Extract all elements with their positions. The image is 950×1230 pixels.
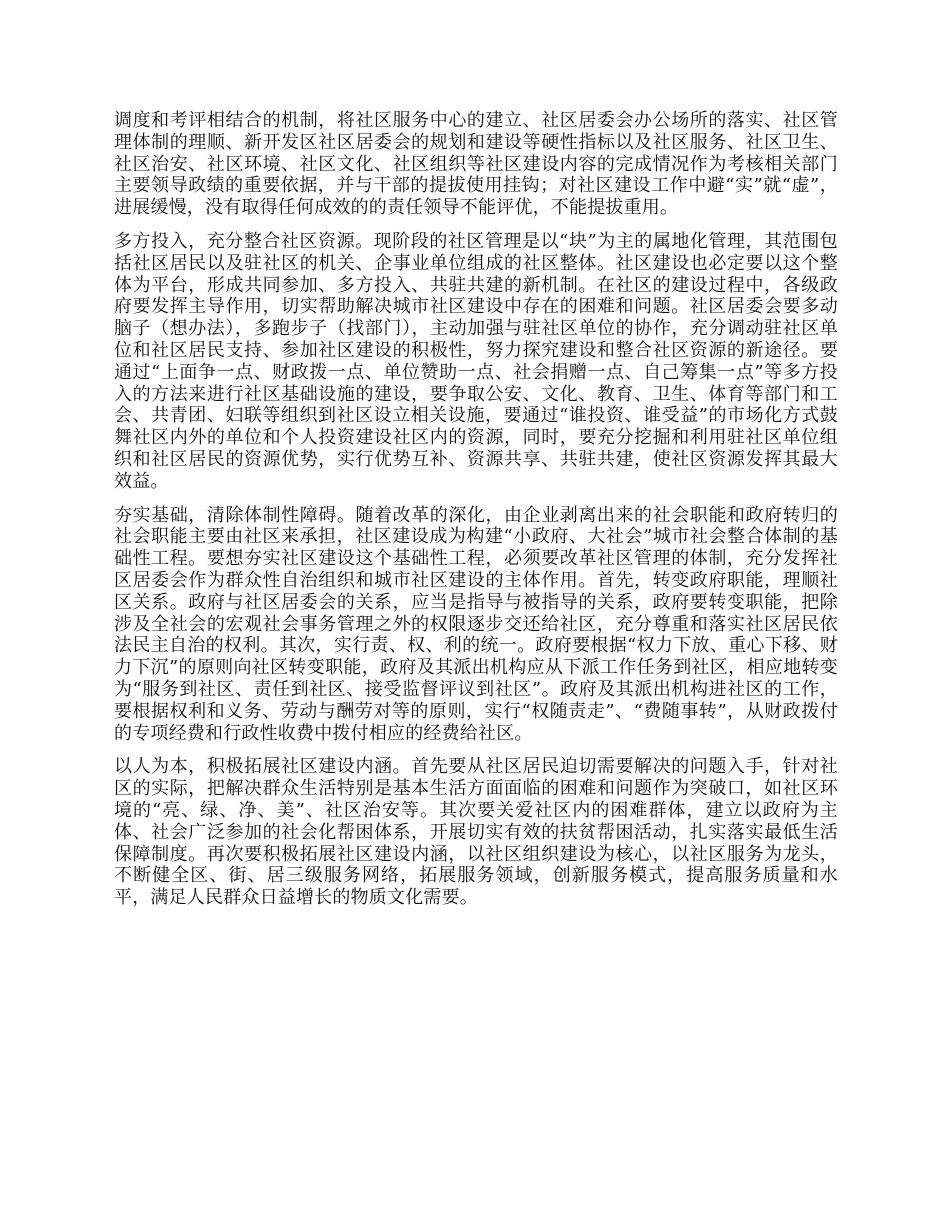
paragraph-multi-investment: 多方投入，充分整合社区资源。现阶段的社区管理是以“块”为主的属地化管理，其范围包括社区居民以及驻社区的机关、企事业单位组成的社区整体。社区建设也必定要以这个整体为平台，形成共同参加、多方投入、共驻共建的新机制。在社区的建设过程中，各级政府要发挥主导作用，切实帮助解决城市社区建设中存在的困难和问题。社区居委会要多动脑子（想办法），多跑步子（找部门），主动加强与驻社区单位的协作，充分调动驻社区单位和社区居民支持、参加社区建设的积极性，努力探究建设和整合社区资源的新途径。要通过“上面争一点、财政拨一点、单位赞助一点、社会捐赠一点、自己筹集一点”等多方投入的方法来进行社区基础设施的建设，要争取公安、文化、教育、卫生、体育等部门和工会、共青团、妇联等组织到社区设立相关设施，要通过“谁投资、谁受益”的市场化方式鼓舞社区内外的单位和个人投资建设社区内的资源，同时，要充分挖掘和利用驻社区单位组织和社区居民的资源优势，实行优势互补、资源共享、共驻共建，使社区资源发挥其最大效益。	[114, 230, 838, 492]
paragraph-foundation-reform: 夯实基础，清除体制性障碍。随着改革的深化，由企业剥离出来的社会职能和政府转归的社会职能主要由社区来承担，社区建设成为构建“小政府、大社会”城市社会整合体制的基础性工程。要想夯实社区建设这个基础性工程，必须要改革社区管理的体制，充分发挥社区居委会作为群众性自治组织和城市社区建设的主体作用。首先，转变政府职能，理顺社区关系。政府与社区居委会的关系，应当是指导与被指导的关系，政府要转变职能，把除涉及全社会的宏观社会事务管理之外的权限逐步交还给社区，充分尊重和落实社区居民依法民主自治的权利。其次，实行责、权、利的统一。政府要根据“权力下放、重心下移、财力下沉”的原则向社区转变职能，政府及其派出机构应从下派工作任务到社区，相应地转变为“服务到社区、责任到社区、接受监督评议到社区”。政府及其派出机构进社区的工作，要根据权利和义务、劳动与酬劳对等的原则，实行“权随责走”、“费随事转”，从财政拨付的专项经费和行政性收费中拨付相应的经费给社区。	[114, 504, 838, 744]
paragraph-community-evaluation: 调度和考评相结合的机制，将社区服务中心的建立、社区居委会办公场所的落实、社区管理体制的理顺、新开发区社区居委会的规划和建设等硬性指标以及社区服务、社区卫生、社区治安、社区环境、社区文化、社区组织等社区建设内容的完成情况作为考核相关部门主要领导政绩的重要依据，并与干部的提拔使用挂钩；对社区建设工作中避“实”就“虚”，进展缓慢，没有取得任何成效的的责任领导不能评优，不能提拔重用。	[114, 110, 838, 219]
document-page	[114, 110, 838, 921]
paragraph-people-oriented: 以人为本，积极拓展社区建设内涵。首先要从社区居民迫切需要解决的问题入手，针对社区的实际，把解决群众生活特别是基本生活方面面临的困难和问题作为突破口，如社区环境的“亮、绿、净、美”、社区治安等。其次要关爱社区内的困难群体，建立以政府为主体、社会广泛参加的社会化帮困体系，开展切实有效的扶贫帮困活动，扎实落实最低生活保障制度。再次要积极拓展社区建设内涵，以社区组织建设为核心，以社区服务为龙头，不断健全区、街、居三级服务网络，拓展服务领域，创新服务模式，提高服务质量和水平，满足人民群众日益增长的物质文化需要。	[114, 756, 838, 909]
